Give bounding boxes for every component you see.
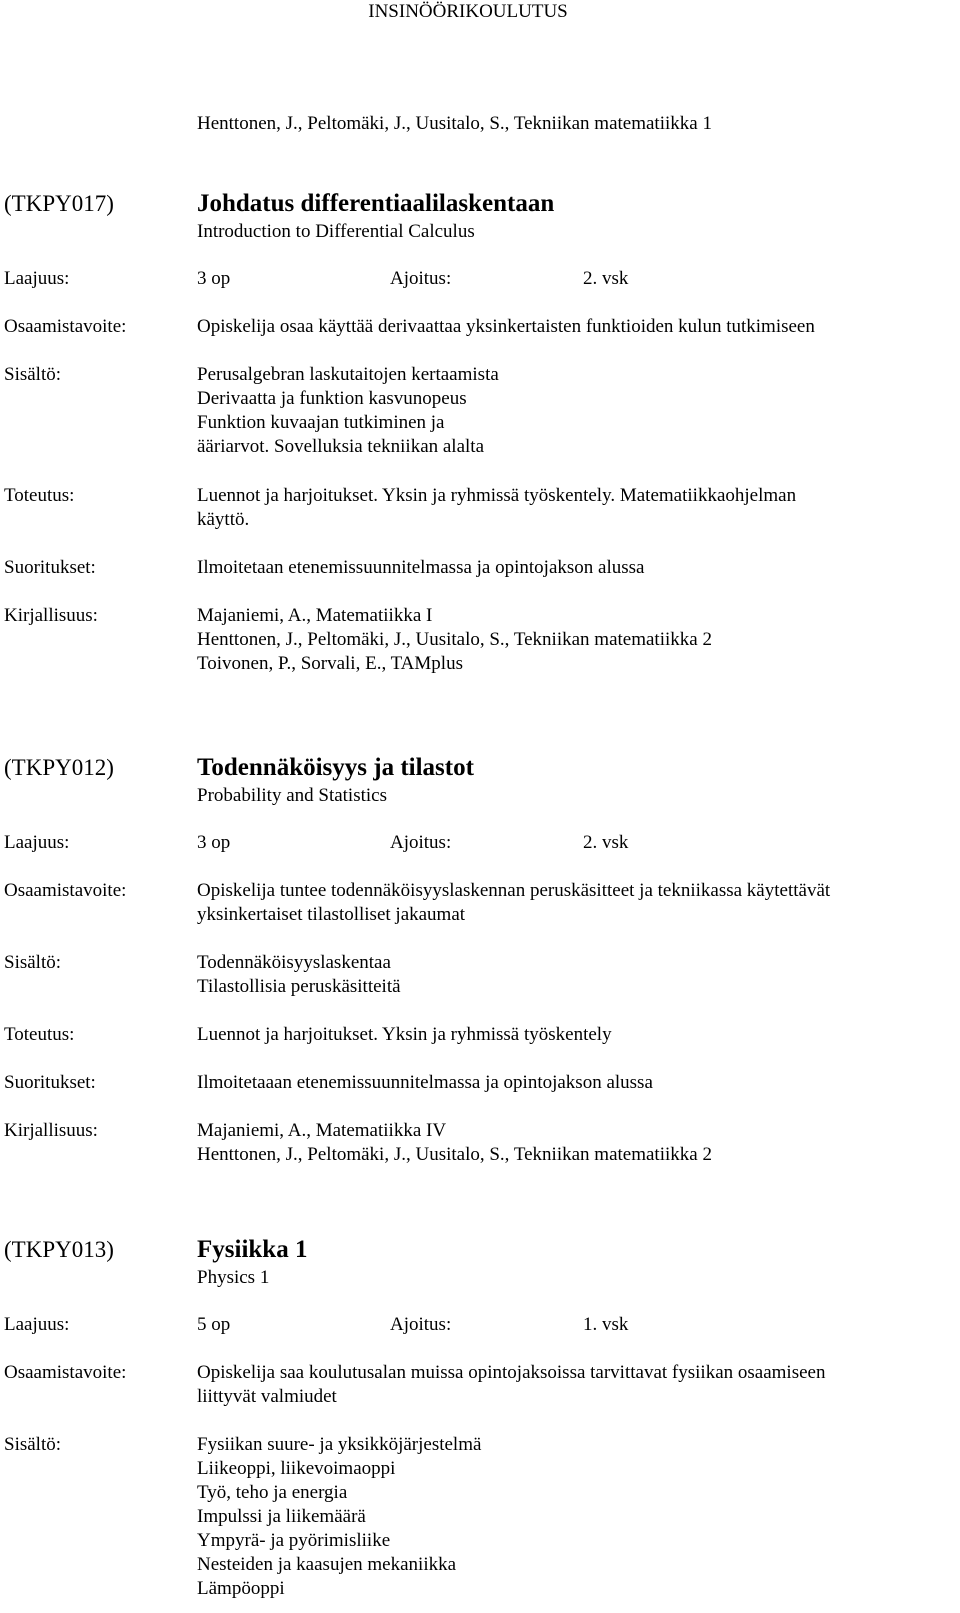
text-line: Luennot ja harjoitukset. Yksin ja ryhmissä työskentely. Matematiikkaohjelman [197,485,797,506]
text-line: Toivonen, P., Sorvali, E., TAMplus [197,653,463,674]
osaamistavoite-label: Osaamistavoite: [4,880,127,901]
text-line: Nesteiden ja kaasujen mekaniikka [197,1554,457,1575]
laajuus-label: Laajuus: [4,1314,70,1335]
text-line: Fysiikan suure- ja yksikköjärjestelmä [197,1434,482,1455]
text-line: Tilastollisia peruskäsitteitä [197,976,401,997]
laajuus-value: 3 op [197,268,231,289]
text-line: Luennot ja harjoitukset. Yksin ja ryhmissä työskentely [197,1024,612,1045]
sisalto-value [197,951,957,999]
text-line: Opiskelija tuntee todennäköisyyslaskennan peruskäsitteet ja tekniikassa käytettävät [197,880,831,901]
sisalto-label: Sisältö: [4,952,62,973]
course-code: (TKPY012) [4,755,114,780]
kirjallisuus-value [197,1119,957,1167]
ajoitus-value: 2. vsk [583,268,629,289]
text-line: Funktion kuvaajan tutkiminen ja [197,412,445,433]
text-line: Majaniemi, A., Matematiikka IV [197,1120,447,1141]
course-title-fi: Todennäköisyys ja tilastot [197,754,474,781]
text-line: Henttonen, J., Peltomäki, J., Uusitalo, S., Tekniikan matematiikka 2 [197,1144,712,1165]
kirjallisuus-label: Kirjallisuus: [4,605,98,626]
text-line: Todennäköisyyslaskentaa [197,952,391,973]
course-title-fi: Fysiikka 1 [197,1236,308,1263]
laajuus-label: Laajuus: [4,832,70,853]
text-line: Opiskelija osaa käyttää derivaattaa yksinkertaisten funktioiden kulun tutkimiseen [197,316,815,337]
ajoitus-label: Ajoitus: [390,1314,452,1335]
osaamistavoite-label: Osaamistavoite: [4,1362,127,1383]
laajuus-value: 3 op [197,832,231,853]
suoritukset-value [197,556,957,580]
text-line: Ympyrä- ja pyörimisliike [197,1530,391,1551]
toteutus-value [197,1023,957,1047]
osaamistavoite-value [197,879,957,927]
text-line: liittyvät valmiudet [197,1386,337,1407]
text-line: ääriarvot. Sovelluksia tekniikan alalta [197,436,485,457]
sisalto-value [197,363,957,459]
ajoitus-label: Ajoitus: [390,832,452,853]
ajoitus-value: 1. vsk [583,1314,629,1335]
toteutus-label: Toteutus: [4,1024,75,1045]
kirjallisuus-value [197,604,957,676]
text-line: Impulssi ja liikemäärä [197,1506,366,1527]
text-line: Työ, teho ja energia [197,1482,348,1503]
osaamistavoite-label: Osaamistavoite: [4,316,127,337]
osaamistavoite-value [197,1361,957,1409]
text-line: Perusalgebran laskutaitojen kertaamista [197,364,499,385]
course-title-en: Physics 1 [197,1267,270,1288]
text-line: Opiskelija saa koulutusalan muissa opintojaksoissa tarvittavat fysiikan osaamiseen [197,1362,826,1383]
text-line: käyttö. [197,509,250,530]
page-header-title: INSINÖÖRIKOULUTUS [368,1,568,22]
text-line: yksinkertaiset tilastolliset jakaumat [197,904,466,925]
text-line: Lämpöoppi [197,1578,285,1599]
suoritukset-value [197,1071,957,1095]
page-header [0,0,960,24]
course-title-fi: Johdatus differentiaalilaskentaan [197,190,555,217]
ajoitus-label: Ajoitus: [390,268,452,289]
laajuus-label: Laajuus: [4,268,70,289]
sisalto-label: Sisältö: [4,1434,62,1455]
ajoitus-value: 2. vsk [583,832,629,853]
course-code: (TKPY017) [4,191,114,216]
course-title-en: Probability and Statistics [197,785,387,806]
sisalto-value [197,1433,957,1601]
text-line: Derivaatta ja funktion kasvunopeus [197,388,467,409]
sisalto-label: Sisältö: [4,364,62,385]
suoritukset-label: Suoritukset: [4,557,96,578]
kirjallisuus-label: Kirjallisuus: [4,1120,98,1141]
laajuus-value: 5 op [197,1314,231,1335]
osaamistavoite-value [197,315,957,339]
course-code: (TKPY013) [4,1237,114,1262]
previous-literature-line: Henttonen, J., Peltomäki, J., Uusitalo, S., Tekniikan matematiikka 1 [197,113,712,134]
suoritukset-label: Suoritukset: [4,1072,96,1093]
text-line: Henttonen, J., Peltomäki, J., Uusitalo, S., Tekniikan matematiikka 2 [197,629,712,650]
toteutus-label: Toteutus: [4,485,75,506]
text-line: Majaniemi, A., Matematiikka I [197,605,433,626]
text-line: Ilmoitetaaan etenemissuunnitelmassa ja opintojakson alussa [197,1072,653,1093]
text-line: Liikeoppi, liikevoimaoppi [197,1458,396,1479]
toteutus-value [197,484,957,532]
course-title-en: Introduction to Differential Calculus [197,221,475,242]
text-line: Ilmoitetaan etenemissuunnitelmassa ja opintojakson alussa [197,557,645,578]
